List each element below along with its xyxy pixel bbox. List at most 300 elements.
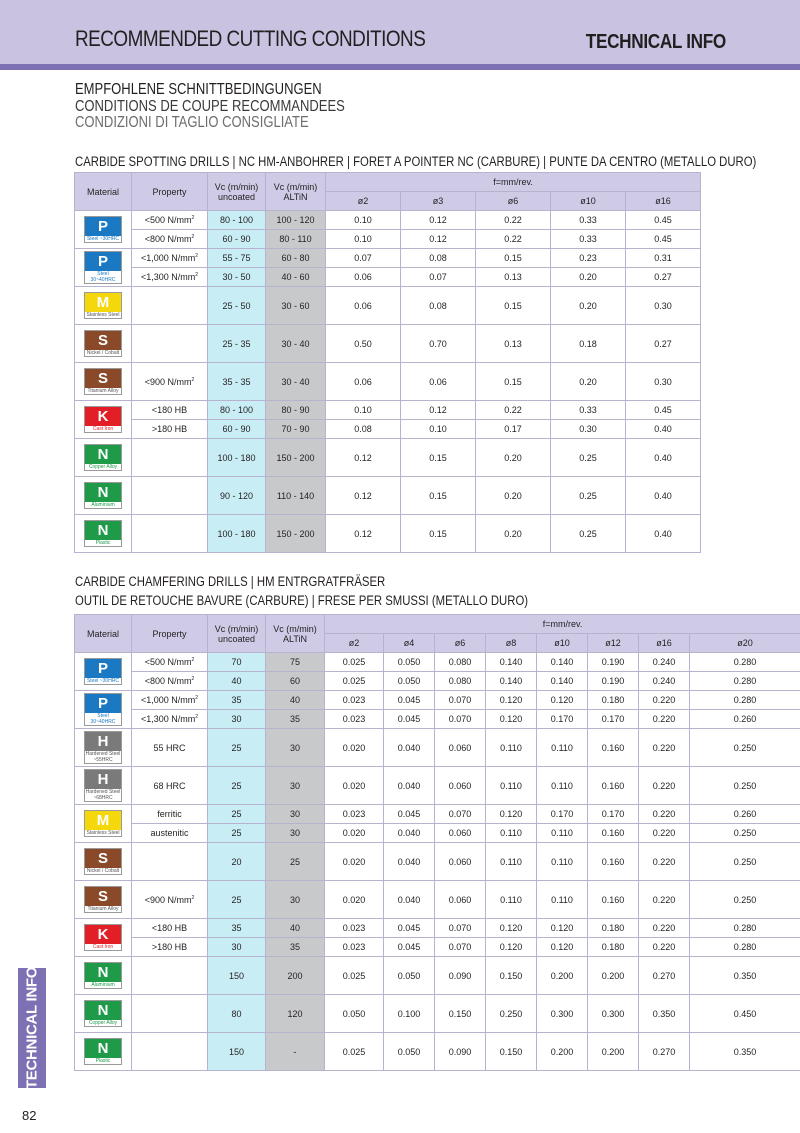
- property-value: ferritic: [157, 809, 182, 819]
- feed-cell: 0.050: [384, 672, 435, 691]
- property-cell: [132, 439, 208, 477]
- feed-cell: 0.140: [486, 653, 537, 672]
- feed-cell: 0.180: [588, 919, 639, 938]
- property-cell: [132, 729, 208, 767]
- feed-cell: 0.45: [626, 401, 701, 420]
- feed-cell: 0.27: [626, 325, 701, 363]
- feed-cell: 0.070: [435, 805, 486, 824]
- page-title: RECOMMENDED CUTTING CONDITIONS: [75, 26, 426, 51]
- material-letter: P: [85, 252, 121, 271]
- vc-uncoated-cell: 70: [208, 653, 266, 672]
- vc-uncoated-cell: 20: [208, 843, 266, 881]
- vc-uncoated-cell: 25: [208, 729, 266, 767]
- feed-cell: 0.140: [537, 653, 588, 672]
- feed-cell: 0.50: [326, 325, 401, 363]
- material-caption: Aluminium: [91, 982, 115, 988]
- feed-cell: 0.08: [401, 287, 476, 325]
- feed-cell: 0.33: [551, 230, 626, 249]
- feed-cell: 0.200: [537, 957, 588, 995]
- feed-cell: 0.060: [435, 767, 486, 805]
- material-cell: [75, 805, 132, 843]
- feed-cell: 0.110: [486, 824, 537, 843]
- property-cell: [132, 767, 208, 805]
- vc-altin-cell: 30 - 60: [266, 287, 326, 325]
- unit-superscript: 2: [191, 676, 195, 682]
- property-cell: [132, 843, 208, 881]
- property-cell: [132, 938, 208, 957]
- feed-cell: 0.023: [325, 919, 384, 938]
- property-cell: [132, 881, 208, 919]
- feed-cell: 0.140: [486, 672, 537, 691]
- feed-cell: 0.080: [435, 653, 486, 672]
- unit-superscript: 2: [191, 234, 195, 240]
- material-cell: [75, 729, 132, 767]
- feed-cell: 0.27: [626, 268, 701, 287]
- material-cell: [75, 919, 132, 957]
- material-letter: M: [85, 811, 121, 830]
- feed-cell: 0.30: [626, 363, 701, 401]
- header-uncoated-label: uncoated: [217, 191, 256, 202]
- material-caption: Titanium Alloy: [87, 388, 119, 394]
- feed-cell: 0.220: [639, 729, 690, 767]
- header-diameter: ø6: [435, 634, 486, 653]
- table-row: [75, 439, 701, 477]
- feed-cell: 0.150: [486, 957, 537, 995]
- feed-cell: 0.110: [486, 843, 537, 881]
- table-row: [75, 995, 800, 1033]
- feed-cell: 0.045: [384, 805, 435, 824]
- feed-cell: 0.350: [690, 957, 800, 995]
- feed-cell: 0.160: [588, 881, 639, 919]
- vc-uncoated-cell: 25: [208, 881, 266, 919]
- vc-altin-cell: 30: [266, 805, 325, 824]
- header-vc-uncoated: [208, 173, 266, 211]
- property-cell: [132, 919, 208, 938]
- property-cell: [132, 672, 208, 691]
- feed-cell: 0.090: [435, 1033, 486, 1071]
- feed-cell: 0.045: [384, 938, 435, 957]
- feed-cell: 0.170: [588, 710, 639, 729]
- chamfering-drills-title-1: CARBIDE CHAMFERING DRILLS | HM ENTRGRATFRÄSER: [75, 574, 386, 589]
- feed-cell: 0.120: [486, 938, 537, 957]
- material-caption: Stainless Steel: [86, 830, 120, 836]
- feed-cell: 0.15: [476, 249, 551, 268]
- feed-cell: 0.045: [384, 919, 435, 938]
- chamfering-drills-table: [74, 614, 800, 1071]
- feed-cell: 0.70: [401, 325, 476, 363]
- material-badge: [84, 693, 122, 726]
- subtitle-block: [75, 82, 396, 132]
- feed-cell: 0.200: [588, 957, 639, 995]
- material-caption: Plastic: [95, 540, 111, 546]
- feed-cell: 0.180: [588, 691, 639, 710]
- feed-cell: 0.150: [435, 995, 486, 1033]
- table-row: [75, 401, 701, 420]
- material-letter: K: [85, 925, 121, 944]
- feed-cell: 0.260: [690, 710, 800, 729]
- material-letter: P: [85, 659, 121, 678]
- material-badge: [84, 368, 122, 395]
- material-caption: Cast Iron: [92, 426, 114, 432]
- property-cell: [132, 710, 208, 729]
- feed-cell: 0.20: [476, 439, 551, 477]
- material-cell: [75, 439, 132, 477]
- feed-cell: 0.15: [476, 363, 551, 401]
- feed-cell: 0.15: [476, 287, 551, 325]
- header-altin-label: ALTiN: [283, 191, 308, 202]
- table-row: [75, 957, 800, 995]
- feed-cell: 0.170: [537, 710, 588, 729]
- feed-cell: 0.31: [626, 249, 701, 268]
- property-cell: [132, 805, 208, 824]
- material-letter: S: [85, 331, 121, 350]
- feed-cell: 0.13: [476, 268, 551, 287]
- feed-cell: 0.070: [435, 710, 486, 729]
- material-badge: [84, 810, 122, 837]
- property-value: 68 HRC: [153, 780, 186, 791]
- material-caption: Nickel / Cobalt: [86, 350, 120, 356]
- feed-cell: 0.13: [476, 325, 551, 363]
- feed-cell: 0.040: [384, 881, 435, 919]
- vc-altin-cell: 30 - 40: [266, 363, 326, 401]
- feed-cell: 0.120: [486, 919, 537, 938]
- material-cell: [75, 995, 132, 1033]
- property-cell: [132, 287, 208, 325]
- feed-cell: 0.33: [551, 401, 626, 420]
- feed-cell: 0.110: [486, 881, 537, 919]
- property-value: <900 N/mm: [144, 894, 192, 905]
- feed-cell: 0.22: [476, 211, 551, 230]
- property-value: <900 N/mm: [144, 376, 192, 387]
- property-cell: [132, 268, 208, 287]
- feed-cell: 0.45: [626, 230, 701, 249]
- property-value: <1,000 N/mm: [140, 695, 196, 705]
- material-badge: [84, 1000, 122, 1027]
- material-badge: [84, 251, 122, 284]
- feed-cell: 0.120: [537, 919, 588, 938]
- feed-cell: 0.100: [384, 995, 435, 1033]
- vc-altin-cell: 35: [266, 710, 325, 729]
- table-row: [75, 919, 800, 938]
- property-cell: [132, 691, 208, 710]
- vc-altin-cell: 30: [266, 824, 325, 843]
- material-badge: [84, 924, 122, 951]
- unit-superscript: 2: [191, 376, 195, 383]
- table-row: [75, 363, 701, 401]
- feed-cell: 0.190: [588, 672, 639, 691]
- table-row: [75, 211, 701, 230]
- subtitle-german: EMPFOHLENE SCHNITTBEDINGUNGEN: [75, 81, 322, 98]
- feed-cell: 0.025: [325, 653, 384, 672]
- feed-cell: 0.22: [476, 401, 551, 420]
- feed-cell: 0.060: [435, 729, 486, 767]
- material-cell: [75, 401, 132, 439]
- header-diameter: ø16: [639, 634, 690, 653]
- vc-altin-cell: 30: [266, 767, 325, 805]
- header-rule: [0, 64, 800, 70]
- property-cell: [132, 1033, 208, 1071]
- material-badge: [84, 406, 122, 433]
- header-vc-label: Vc (m/min): [273, 181, 318, 192]
- vc-uncoated-cell: 80 - 100: [208, 401, 266, 420]
- table-row: [75, 653, 800, 672]
- header-diameter: ø4: [384, 634, 435, 653]
- feed-cell: 0.450: [690, 995, 800, 1033]
- unit-superscript: 2: [191, 657, 195, 663]
- feed-cell: 0.110: [537, 729, 588, 767]
- vc-altin-cell: -: [266, 1033, 325, 1071]
- spotting-drills-title: CARBIDE SPOTTING DRILLS | NC HM-ANBOHRER | FORET A POINTER NC (CARBURE) | PUNTE DA CENTRO (METALLO DURO): [75, 154, 757, 169]
- feed-cell: 0.06: [326, 287, 401, 325]
- feed-cell: 0.350: [690, 1033, 800, 1071]
- vc-uncoated-cell: 90 - 120: [208, 477, 266, 515]
- property-cell: [132, 420, 208, 439]
- table-row: [75, 881, 800, 919]
- feed-cell: 0.280: [690, 653, 800, 672]
- feed-cell: 0.250: [690, 881, 800, 919]
- material-cell: [75, 249, 132, 287]
- feed-cell: 0.20: [551, 287, 626, 325]
- feed-cell: 0.220: [639, 691, 690, 710]
- vc-altin-cell: 30 - 40: [266, 325, 326, 363]
- feed-cell: 0.40: [626, 420, 701, 439]
- feed-cell: 0.260: [690, 805, 800, 824]
- feed-cell: 0.170: [588, 805, 639, 824]
- feed-cell: 0.040: [384, 729, 435, 767]
- feed-cell: 0.280: [690, 919, 800, 938]
- material-letter: N: [85, 1039, 121, 1058]
- feed-cell: 0.22: [476, 230, 551, 249]
- feed-cell: 0.023: [325, 691, 384, 710]
- table-row: [75, 420, 701, 439]
- feed-cell: 0.40: [626, 515, 701, 553]
- property-value: <1,000 N/mm: [140, 253, 196, 263]
- vc-altin-cell: 100 - 120: [266, 211, 326, 230]
- material-letter: S: [85, 369, 121, 388]
- feed-cell: 0.25: [551, 439, 626, 477]
- unit-superscript: 2: [195, 714, 199, 720]
- material-letter: K: [85, 407, 121, 426]
- material-badge: [84, 658, 122, 685]
- material-caption: Copper Alloy: [88, 1020, 118, 1026]
- table-row: [75, 729, 800, 767]
- feed-cell: 0.10: [326, 230, 401, 249]
- feed-cell: 0.050: [325, 995, 384, 1033]
- header-diameter: ø10: [551, 192, 626, 211]
- header-vc-label: Vc (m/min): [214, 181, 259, 192]
- vc-altin-cell: 75: [266, 653, 325, 672]
- feed-cell: 0.110: [486, 729, 537, 767]
- material-cell: [75, 691, 132, 729]
- section-title: TECHNICAL INFO: [585, 31, 726, 53]
- feed-cell: 0.33: [551, 211, 626, 230]
- header-uncoated-label: uncoated: [217, 633, 256, 644]
- property-value: >180 HB: [151, 424, 188, 434]
- feed-cell: 0.040: [384, 843, 435, 881]
- table-row: [75, 230, 701, 249]
- page-number: 82: [22, 1108, 37, 1123]
- feed-cell: 0.06: [326, 363, 401, 401]
- feed-cell: 0.220: [639, 710, 690, 729]
- header-vc-altin: [266, 615, 325, 653]
- feed-cell: 0.160: [588, 843, 639, 881]
- feed-cell: 0.110: [537, 824, 588, 843]
- vc-uncoated-cell: 35: [208, 691, 266, 710]
- table-row: [75, 938, 800, 957]
- vc-altin-cell: 80 - 110: [266, 230, 326, 249]
- feed-cell: 0.07: [326, 249, 401, 268]
- material-badge: [84, 731, 122, 764]
- feed-cell: 0.15: [401, 439, 476, 477]
- feed-cell: 0.15: [401, 515, 476, 553]
- feed-cell: 0.220: [639, 938, 690, 957]
- feed-cell: 0.045: [384, 710, 435, 729]
- unit-superscript: 2: [195, 695, 199, 701]
- vc-altin-cell: 150 - 200: [266, 515, 326, 553]
- property-cell: [132, 363, 208, 401]
- table-row: [75, 287, 701, 325]
- table-row: [75, 515, 701, 553]
- material-cell: [75, 881, 132, 919]
- material-cell: [75, 653, 132, 691]
- property-value: <180 HB: [151, 923, 188, 933]
- property-cell: [132, 230, 208, 249]
- header-diameter: ø8: [486, 634, 537, 653]
- header-altin-label: ALTiN: [282, 633, 307, 644]
- feed-cell: 0.250: [690, 729, 800, 767]
- property-value: >180 HB: [151, 942, 188, 952]
- vc-uncoated-cell: 30 - 50: [208, 268, 266, 287]
- table-row: [75, 477, 701, 515]
- unit-superscript: 2: [195, 272, 199, 278]
- vc-altin-cell: 60 - 80: [266, 249, 326, 268]
- material-badge: [84, 216, 122, 243]
- table-row: [75, 325, 701, 363]
- feed-cell: 0.020: [325, 843, 384, 881]
- vc-uncoated-cell: 80: [208, 995, 266, 1033]
- material-caption: Steel 30~40HRC: [90, 713, 116, 725]
- feed-cell: 0.250: [690, 767, 800, 805]
- property-value: <800 N/mm: [144, 676, 192, 686]
- feed-cell: 0.220: [639, 824, 690, 843]
- feed-cell: 0.110: [486, 767, 537, 805]
- feed-cell: 0.20: [476, 477, 551, 515]
- header-vc-uncoated: [208, 615, 266, 653]
- property-cell: [132, 211, 208, 230]
- feed-cell: 0.250: [690, 824, 800, 843]
- feed-cell: 0.25: [551, 515, 626, 553]
- property-value: <1,300 N/mm: [140, 714, 196, 724]
- material-letter: P: [85, 217, 121, 236]
- table-row: [75, 1033, 800, 1071]
- header-diameter: ø2: [326, 192, 401, 211]
- feed-cell: 0.040: [384, 824, 435, 843]
- feed-cell: 0.12: [326, 477, 401, 515]
- vc-uncoated-cell: 80 - 100: [208, 211, 266, 230]
- property-value: <180 HB: [151, 405, 188, 415]
- vc-uncoated-cell: 35 - 35: [208, 363, 266, 401]
- vc-uncoated-cell: 30: [208, 710, 266, 729]
- material-cell: [75, 211, 132, 249]
- header-diameter: ø3: [401, 192, 476, 211]
- table-row: [75, 249, 701, 268]
- header-vc-label: Vc (m/min): [273, 623, 317, 634]
- vc-uncoated-cell: 25: [208, 767, 266, 805]
- table-row: [75, 268, 701, 287]
- material-caption: Steel ~30HRC: [86, 678, 120, 684]
- property-value: 55 HRC: [153, 742, 186, 753]
- feed-cell: 0.240: [639, 653, 690, 672]
- feed-cell: 0.250: [690, 843, 800, 881]
- feed-cell: 0.190: [588, 653, 639, 672]
- feed-cell: 0.08: [401, 249, 476, 268]
- feed-cell: 0.280: [690, 672, 800, 691]
- feed-cell: 0.12: [326, 439, 401, 477]
- property-cell: [132, 824, 208, 843]
- vc-uncoated-cell: 40: [208, 672, 266, 691]
- material-badge: [84, 848, 122, 875]
- feed-cell: 0.350: [639, 995, 690, 1033]
- vc-uncoated-cell: 25 - 50: [208, 287, 266, 325]
- material-cell: [75, 1033, 132, 1071]
- vc-uncoated-cell: 30: [208, 938, 266, 957]
- feed-cell: 0.060: [435, 824, 486, 843]
- vc-altin-cell: 60: [266, 672, 325, 691]
- material-cell: [75, 325, 132, 363]
- material-caption: Plastic: [95, 1058, 111, 1064]
- feed-cell: 0.250: [486, 995, 537, 1033]
- table-row: [75, 691, 800, 710]
- property-cell: [132, 957, 208, 995]
- table-row: [75, 843, 800, 881]
- vc-uncoated-cell: 25: [208, 805, 266, 824]
- material-cell: [75, 767, 132, 805]
- material-badge: [84, 482, 122, 509]
- header-property: Property: [132, 615, 208, 653]
- feed-cell: 0.090: [435, 957, 486, 995]
- feed-cell: 0.30: [626, 287, 701, 325]
- feed-cell: 0.300: [537, 995, 588, 1033]
- header-material: Material: [75, 615, 132, 653]
- feed-cell: 0.070: [435, 938, 486, 957]
- feed-cell: 0.070: [435, 919, 486, 938]
- feed-cell: 0.23: [551, 249, 626, 268]
- unit-superscript: 2: [195, 253, 199, 259]
- header-property: Property: [132, 173, 208, 211]
- property-value: <800 N/mm: [144, 234, 192, 244]
- feed-cell: 0.060: [435, 843, 486, 881]
- material-badge: [84, 962, 122, 989]
- material-letter: S: [85, 887, 121, 906]
- feed-cell: 0.240: [639, 672, 690, 691]
- material-badge: [84, 330, 122, 357]
- feed-cell: 0.150: [486, 1033, 537, 1071]
- vc-uncoated-cell: 60 - 90: [208, 420, 266, 439]
- feed-cell: 0.06: [401, 363, 476, 401]
- material-cell: [75, 477, 132, 515]
- feed-cell: 0.180: [588, 938, 639, 957]
- feed-cell: 0.025: [325, 957, 384, 995]
- material-badge: [84, 886, 122, 913]
- feed-cell: 0.12: [401, 230, 476, 249]
- vc-altin-cell: 120: [266, 995, 325, 1033]
- feed-cell: 0.170: [537, 805, 588, 824]
- vc-uncoated-cell: 100 - 180: [208, 439, 266, 477]
- feed-cell: 0.080: [435, 672, 486, 691]
- chamfering-drills-title-2: OUTIL DE RETOUCHE BAVURE (CARBURE) | FRESE PER SMUSSI (METALLO DURO): [75, 593, 529, 608]
- feed-cell: 0.050: [384, 957, 435, 995]
- feed-cell: 0.220: [639, 881, 690, 919]
